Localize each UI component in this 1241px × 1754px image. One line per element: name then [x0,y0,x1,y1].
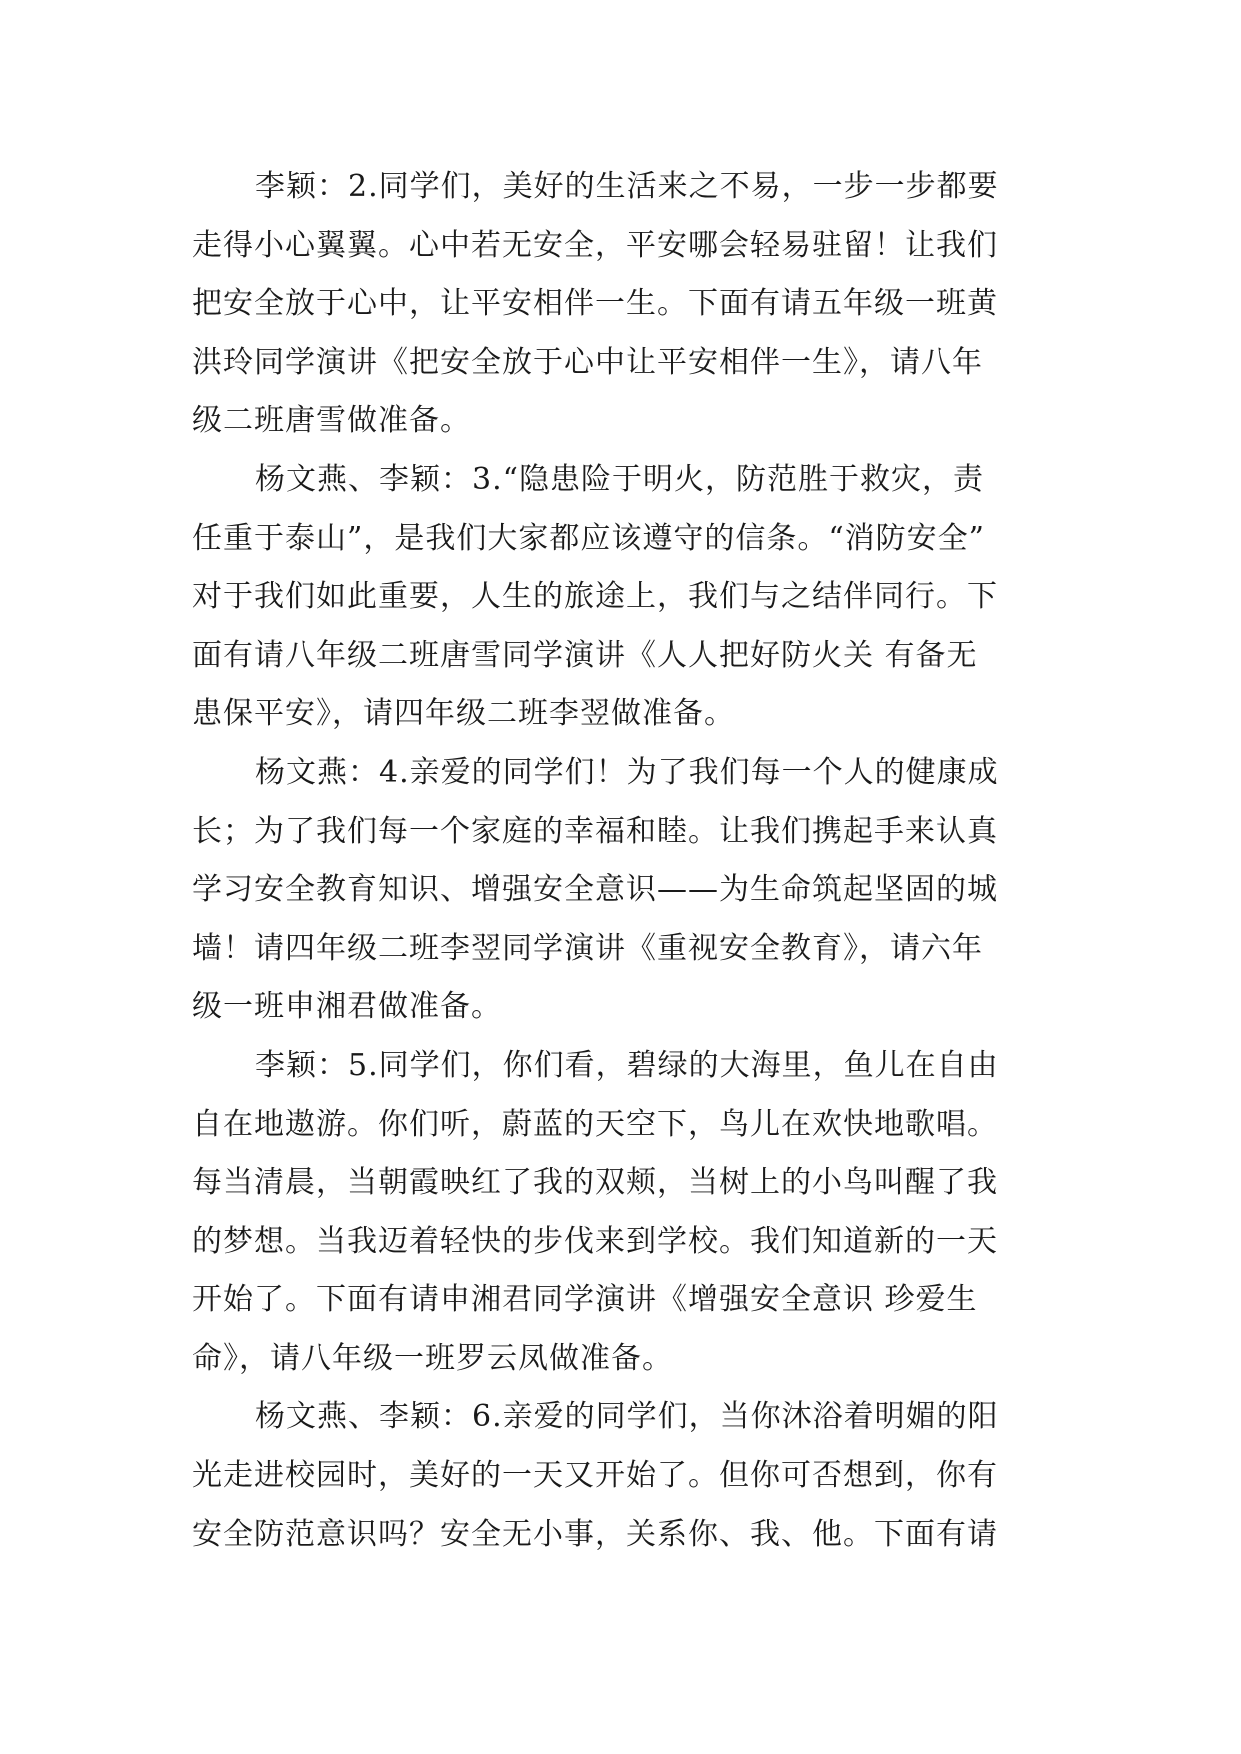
text-line: 光走进校园时，美好的一天又开始了。但你可否想到，你有 [192,1458,998,1494]
text-line: 墙！请四年级二班李翌同学演讲《重视安全教育》，请六年 [192,930,983,966]
text-line: 面有请八年级二班唐雪同学演讲《人人把好防火关 有备无 [192,637,978,673]
text-line: 级二班唐雪做准备。 [192,403,471,439]
text-line: 杨文燕、李颖：3.“隐患险于明火，防范胜于救灾，责 [255,461,984,497]
text-line: 李颖：5.同学们，你们看，碧绿的大海里，鱼儿在自由 [255,1047,999,1083]
text-line: 杨文燕：4.亲爱的同学们！为了我们每一个人的健康成 [255,754,999,790]
text-line: 对于我们如此重要，人生的旅途上，我们与之结伴同行。下 [192,579,998,615]
text-line: 患保平安》，请四年级二班李翌做准备。 [192,696,735,732]
document-body [192,158,1072,1564]
text-line: 的梦想。当我迈着轻快的步伐来到学校。我们知道新的一天 [192,1223,998,1259]
text-line: 学习安全教育知识、增强安全意识——为生命筑起坚固的城 [192,872,998,908]
text-line: 安全防范意识吗？安全无小事，关系你、我、他。下面有请 [192,1516,998,1552]
text-line: 洪玲同学演讲《把安全放于心中让平安相伴一生》，请八年 [192,344,983,380]
text-line: 自在地遨游。你们听，蔚蓝的天空下，鸟儿在欢快地歌唱。 [192,1106,998,1142]
text-line: 李颖：2.同学们，美好的生活来之不易，一步一步都要 [255,169,999,204]
text-line: 级一班申湘君做准备。 [192,989,502,1025]
text-line: 杨文燕、李颖：6.亲爱的同学们，当你沐浴着明媚的阳 [255,1399,999,1435]
text-line: 每当清晨，当朝霞映红了我的双颊，当树上的小鸟叫醒了我 [192,1165,998,1201]
text-line: 长；为了我们每一个家庭的幸福和睦。让我们携起手来认真 [192,813,998,849]
text-line: 任重于泰山”，是我们大家都应该遵守的信条。“消防安全” [192,520,986,556]
text-line: 走得小心翼翼。心中若无安全，平安哪会轻易驻留！让我们 [192,227,998,263]
text-line: 把安全放于心中，让平安相伴一生。下面有请五年级一班黄 [192,286,998,322]
text-line: 开始了。下面有请申湘君同学演讲《增强安全意识 珍爱生 [192,1282,978,1318]
text-line: 命》，请八年级一班罗云凤做准备。 [192,1340,673,1376]
